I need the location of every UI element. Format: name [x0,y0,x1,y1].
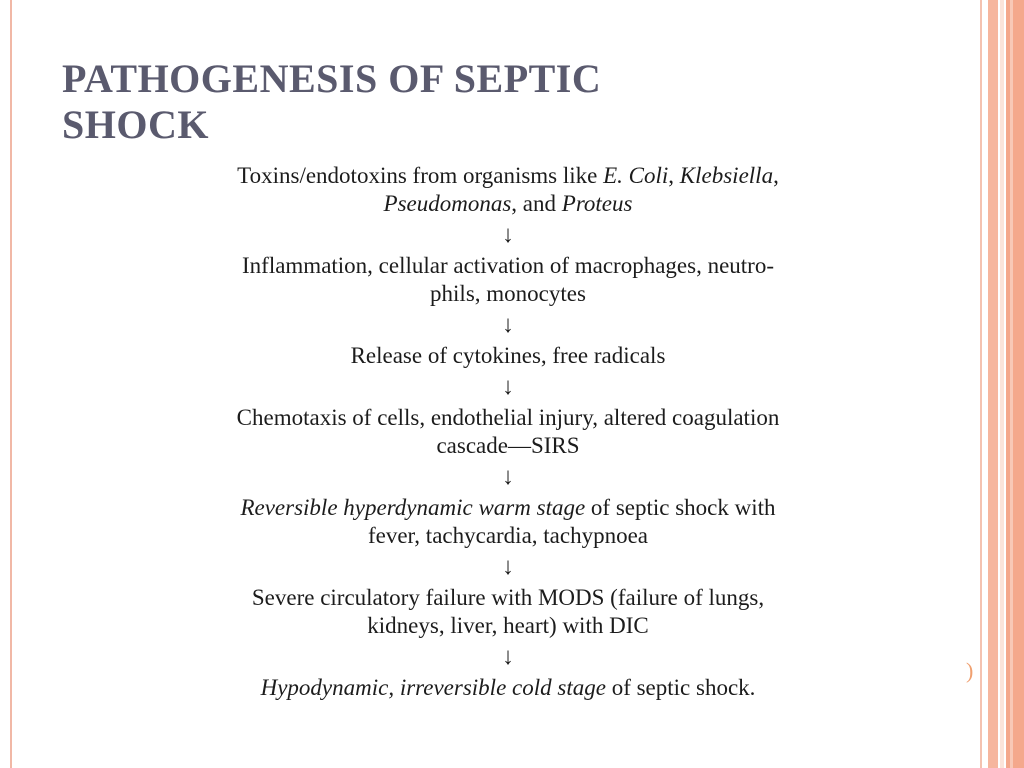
step-text: of septic shock with [585,495,776,520]
organism-name: Klebsiella [679,163,774,188]
stripe [980,0,982,768]
down-arrow-icon: ↓ [502,464,514,490]
step-text: , [668,163,680,188]
organism-name: Pseudomonas [383,191,512,216]
step-line: Release of cytokines, free radicals [350,343,666,368]
down-arrow-icon: ↓ [502,644,514,670]
step-line [52,190,964,218]
flow-step-inflammation [52,252,964,308]
step-line [52,494,964,522]
step-line: kidneys, liver, heart) with DIC [367,613,649,638]
stage-name: Hypodynamic, irreversible cold stage [260,675,606,700]
organism-name: E. Coli [603,163,669,188]
stripe [988,0,998,768]
step-line: Inflammation, cellular activation of macrophages, neutro- [242,253,774,278]
flow-step-warm-stage [52,494,964,550]
step-line: phils, monocytes [430,281,586,306]
flow-step-cold-stage [52,674,964,702]
stripe [1010,0,1013,768]
flowchart [52,162,964,722]
stray-mark: ) [966,658,974,683]
step-text: , [773,163,779,188]
down-arrow-icon: ↓ [502,312,514,338]
step-text: , and [511,191,562,216]
slide-title [62,56,862,148]
organism-name: Proteus [561,191,633,216]
slide-title-line1: PATHOGENESIS OF SEPTIC [62,56,602,101]
step-text: of septic shock. [605,675,756,700]
step-line: Severe circulatory failure with MODS (failure of lungs, [251,585,765,610]
step-line [52,162,964,190]
flow-step-chemotaxis [52,404,964,460]
down-arrow-icon: ↓ [502,374,514,400]
slide-title-line2: SHOCK [62,102,209,147]
step-line [52,674,964,702]
stripe [1006,0,1024,768]
flow-step-circulatory-failure [52,584,964,640]
flow-step-cytokines [52,342,964,370]
right-decorative-stripes [980,0,1024,768]
left-border-line [10,0,12,768]
step-line: fever, tachycardia, tachypnoea [367,523,649,548]
flow-step-toxins [52,162,964,218]
stripe [1000,0,1004,768]
step-text: Toxins/endotoxins from organisms like [237,163,604,188]
step-line: Chemotaxis of cells, endothelial injury, altered coagulation [236,405,780,430]
down-arrow-icon: ↓ [502,222,514,248]
step-line: cascade—SIRS [436,433,580,458]
down-arrow-icon: ↓ [502,554,514,580]
stage-name: Reversible hyperdynamic warm stage [240,495,586,520]
